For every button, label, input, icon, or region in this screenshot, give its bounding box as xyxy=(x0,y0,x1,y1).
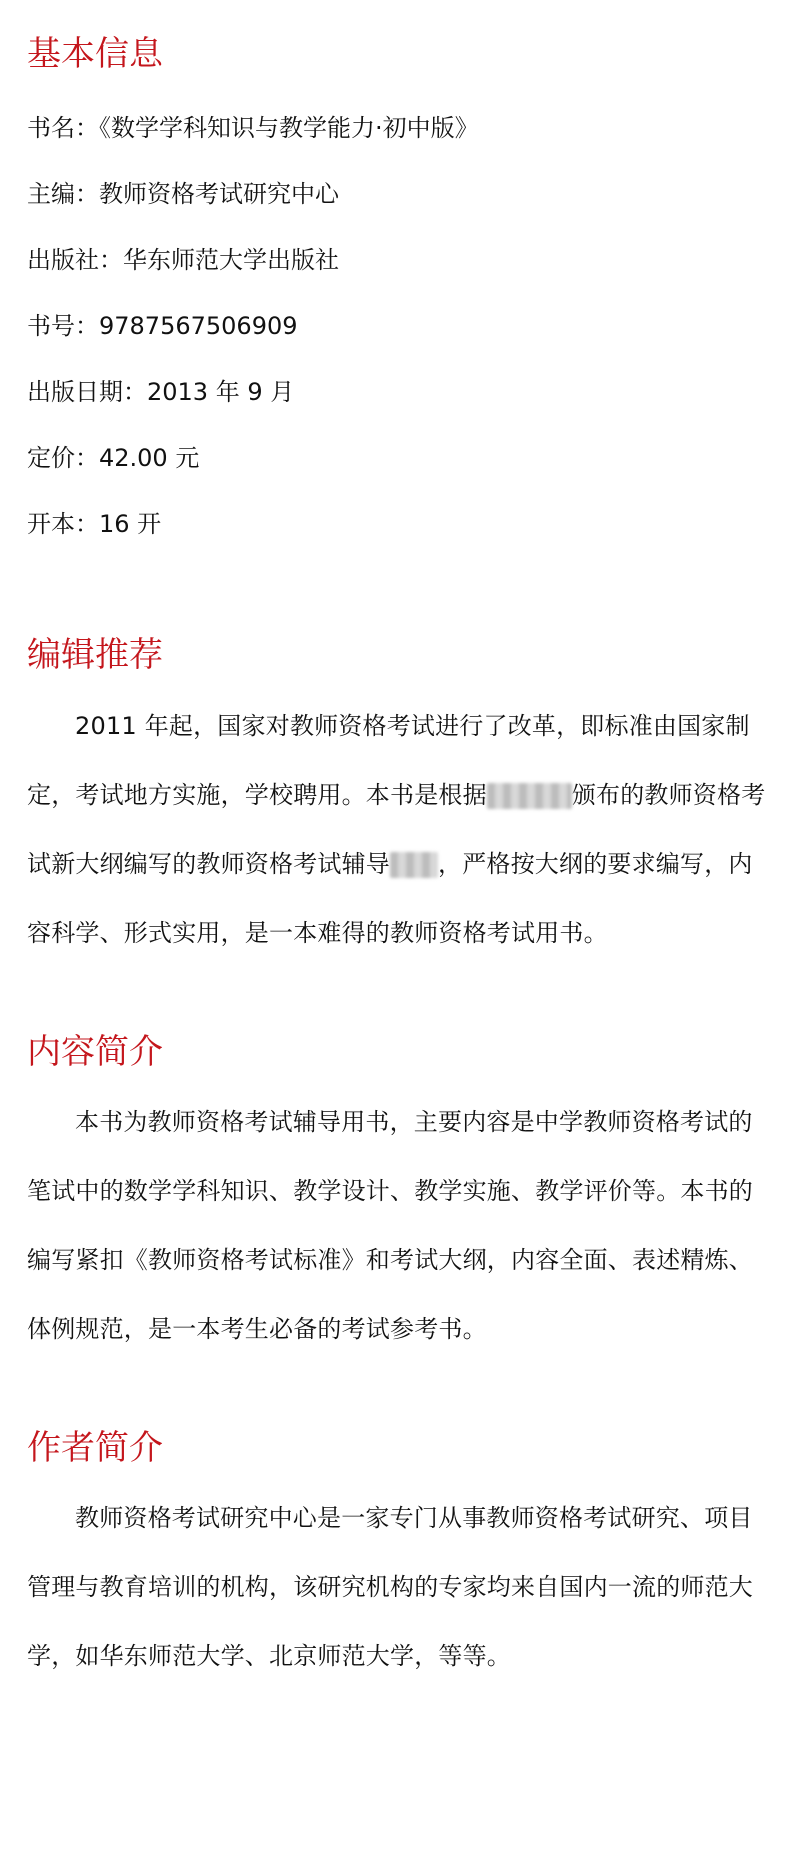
content-intro-heading: 内容简介 xyxy=(27,1032,163,1072)
basic-info-heading: 基本信息 xyxy=(27,34,163,74)
book-price: 定价：42.00 元 xyxy=(27,444,200,472)
book-editor: 主编：教师资格考试研究中心 xyxy=(27,180,339,208)
editor-recommend-text-part3: ，严格按大纲的要求编写，内容科学、形式实用，是一本难得的教师资格考试用书。 xyxy=(27,850,753,947)
content-intro-text: 本书为教师资格考试辅导用书，主要内容是中学教师资格考试的笔试中的数学学科知识、教学设计、教学实施、教学评价等。本书的编写紧扣《教师资格考试标准》和考试大纲，内容全面、表述精炼、体例规范，是一本考生必备的考试参考书。 xyxy=(27,1108,753,1343)
book-publisher: 出版社：华东师范大学出版社 xyxy=(27,246,339,274)
book-name: 书名：《数学学科知识与教学能力·初中版》 xyxy=(27,114,479,142)
editor-recommend-text-part2: 颁布的教师资格考试新大纲编写的教师资格考试辅导 xyxy=(27,781,766,878)
book-pub-date: 出版日期：2013 年 9 月 xyxy=(27,378,295,406)
redacted-region xyxy=(487,783,572,809)
author-intro-text: 教师资格考试研究中心是一家专门从事教师资格考试研究、项目管理与教育培训的机构，该研究机构的专家均来自国内一流的师范大学，如华东师范大学、北京师范大学，等等。 xyxy=(27,1504,753,1670)
editor-recommend-text-part1: 2011 年起，国家对教师资格考试进行了改革，即标准由国家制定，考试地方实施，学校聘用。本书是根据 xyxy=(27,712,750,809)
book-isbn: 书号：9787567506909 xyxy=(27,312,298,340)
book-format: 开本：16 开 xyxy=(27,510,162,538)
editor-recommend-heading: 编辑推荐 xyxy=(27,635,163,675)
author-intro-heading: 作者简介 xyxy=(27,1428,163,1468)
redacted-region xyxy=(390,852,438,878)
editor-recommend-text xyxy=(27,692,767,968)
